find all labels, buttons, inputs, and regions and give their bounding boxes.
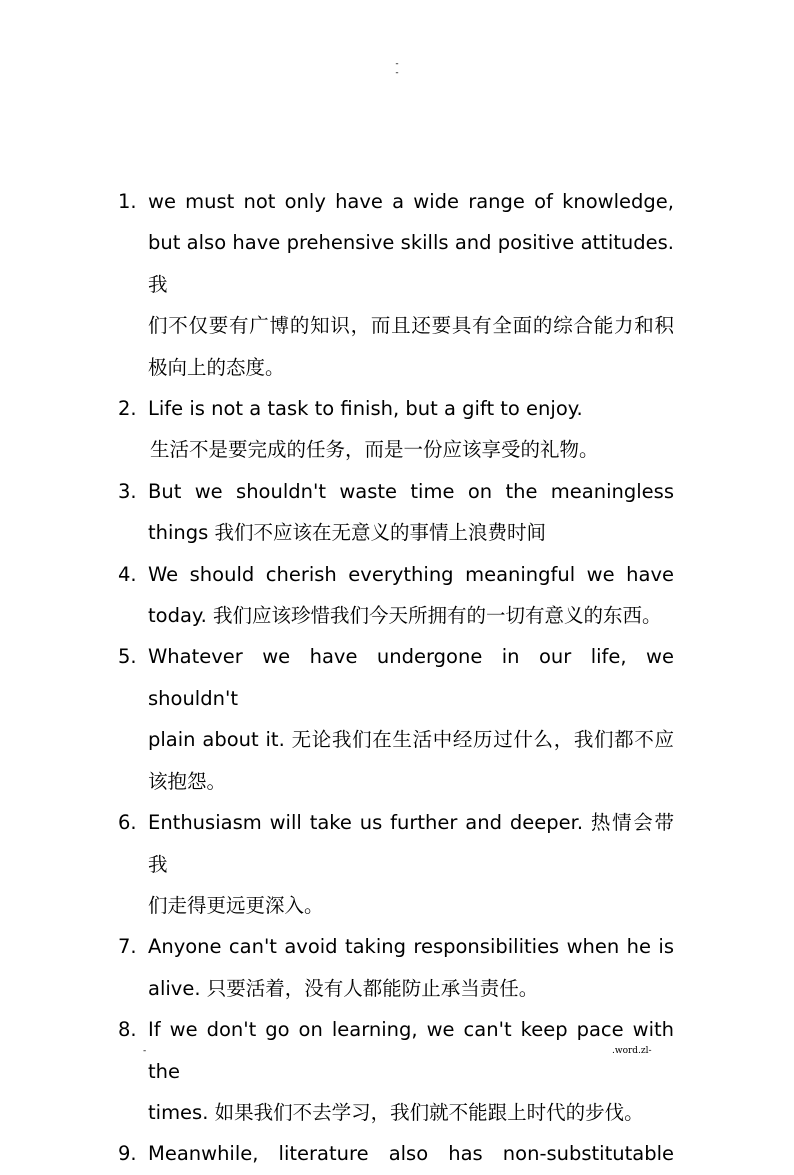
list-item (118, 1009, 674, 1133)
footer-left-mark: - (143, 1046, 147, 1056)
item-text (148, 471, 674, 554)
item-text (148, 181, 674, 388)
numbered-list (118, 181, 674, 1175)
text-line: alive. 只要活着，没有人都能防止承当责任。 (148, 976, 539, 1000)
text-line: 生活不是要完成的任务，而是一份应该享受的礼物。 (150, 438, 599, 462)
text-line: 极向上的态度。 (148, 355, 285, 379)
header-mark-line-2: - (395, 68, 399, 78)
text-line: but also have prehensive skills and positive attitudes.我 (148, 231, 674, 296)
item-text (148, 926, 674, 1009)
list-item (118, 636, 674, 802)
text-line: times. 如果我们不去学习，我们就不能跟上时代的步伐。 (148, 1100, 644, 1124)
item-text (148, 1009, 674, 1133)
text-line: Anyone can't avoid taking responsibilities when he is (148, 935, 674, 959)
text-line: plain about it. 无论我们在生活中经历过什么，我们都不应 (148, 728, 674, 752)
list-item (118, 471, 674, 554)
text-line: 们走得更远更深入。 (148, 893, 324, 917)
item-number: 7. (118, 935, 137, 959)
item-number: 9. (118, 1142, 137, 1166)
item-text (148, 554, 674, 637)
text-line: If we don't go on learning, we can't keep pace with the (148, 1018, 674, 1083)
list-item (118, 926, 674, 1009)
footer-watermark: .word.zl- (612, 1046, 652, 1056)
text-line: We should cherish everything meaningful we have (148, 562, 674, 586)
header-mark-line-1: - (395, 59, 399, 69)
list-item (118, 554, 674, 637)
text-line: today. 我们应该珍惜我们今天所拥有的一切有意义的东西。 (148, 604, 662, 628)
item-number: 4. (118, 562, 137, 586)
list-item (118, 802, 674, 926)
item-number: 1. (118, 190, 137, 213)
text-line: But we shouldn't waste time on the meaningless (148, 479, 674, 503)
item-text (148, 388, 674, 471)
item-number: 5. (118, 645, 137, 669)
item-number: 3. (118, 479, 137, 503)
item-number: 8. (118, 1018, 137, 1042)
item-number: 6. (118, 811, 137, 835)
text-line: 们不仅要有广博的知识，而且还要具有全面的综合能力和积 (148, 314, 674, 338)
header-mark (393, 60, 401, 78)
item-text (148, 636, 674, 802)
text-line: Enthusiasm will take us further and deeper. 热情会带我 (148, 811, 674, 876)
text-line: Life is not a task to finish, but a gift to enjoy. (148, 397, 583, 421)
list-item (118, 181, 674, 388)
item-number: 2. (118, 397, 137, 421)
item-text (148, 802, 674, 926)
list-item (118, 1133, 674, 1174)
text-line: things 我们不应该在无意义的事情上浪费时间 (148, 521, 547, 545)
list-item (118, 388, 674, 471)
item-text (148, 1133, 674, 1174)
text-line: Whatever we have undergone in our life, we shouldn't (148, 645, 674, 710)
text-line: Meanwhile, literature also has non-substitutable (148, 1142, 674, 1166)
text-line: 该抱怨。 (148, 769, 227, 793)
text-line: we must not only have a wide range of knowledge, (148, 190, 674, 213)
